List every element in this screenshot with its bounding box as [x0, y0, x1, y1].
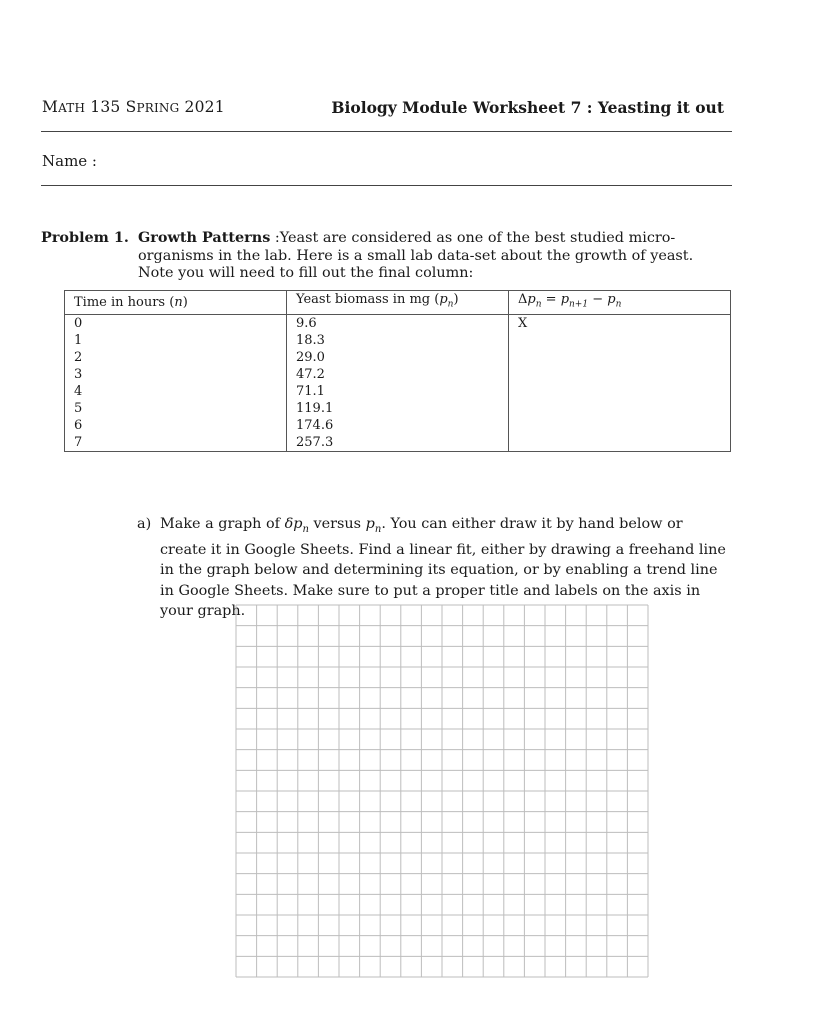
table-row: [65, 400, 731, 417]
cell-delta[interactable]: [509, 383, 731, 400]
cell-time: 6: [65, 417, 287, 434]
table-header-row: [65, 291, 731, 315]
cell-time: 4: [65, 383, 287, 400]
table-row: [65, 314, 731, 332]
course-initial: M: [42, 98, 59, 116]
cell-biomass: 71.1: [287, 383, 509, 400]
cell-time: 0: [65, 314, 287, 332]
problem-text: :Yeast are considered as one of the best studied micro-organisms in the lab. Here is a small lab data-set about the growth of yeast. Note you will need to fill out the final column:: [138, 230, 694, 281]
name-rule[interactable]: [41, 185, 732, 186]
cell-delta[interactable]: [509, 332, 731, 349]
graph-grid[interactable]: [235, 604, 649, 978]
header-rule: [41, 131, 732, 132]
problem-1: [41, 229, 731, 283]
cell-time: 5: [65, 400, 287, 417]
cell-time: 7: [65, 434, 287, 452]
table-row: [65, 366, 731, 383]
table-row: [65, 349, 731, 366]
cell-biomass: 18.3: [287, 332, 509, 349]
cell-time: 2: [65, 349, 287, 366]
cell-delta[interactable]: [509, 417, 731, 434]
part-a-text: Make a graph of $\delta p_n$ versus $p_n$. You can either draw it by hand below or create it in Google Sheets. Find a linear fit, either by drawing a freehand line in the graph below and determining its equation, or by enabling a trend line in Google Sheets. Make sure to put a proper title and labels on the axis in your graph.: [160, 516, 726, 620]
term-initial: S: [125, 98, 137, 116]
name-label: Name :: [42, 152, 97, 170]
problem-body: [138, 229, 731, 283]
worksheet-title: Biology Module Worksheet 7 : Yeasting it out: [331, 98, 724, 117]
table-row: [65, 332, 731, 349]
table-row: [65, 434, 731, 452]
term-year: 2021: [179, 98, 225, 116]
graph-paper[interactable]: [235, 604, 649, 982]
cell-biomass: 257.3: [287, 434, 509, 452]
cell-delta[interactable]: [509, 366, 731, 383]
header-biomass: Yeast biomass in mg $(p_n)$: [287, 291, 509, 315]
part-a-label: a): [137, 516, 152, 532]
cell-biomass: 47.2: [287, 366, 509, 383]
cell-biomass: 119.1: [287, 400, 509, 417]
yeast-data-table: [64, 290, 731, 452]
cell-delta[interactable]: [509, 434, 731, 452]
cell-time: 1: [65, 332, 287, 349]
cell-time: 3: [65, 366, 287, 383]
table-row: [65, 383, 731, 400]
table-row: [65, 417, 731, 434]
header-delta: $\Delta p_n = p_{n+1} - p_n$: [509, 291, 731, 315]
cell-delta[interactable]: [509, 400, 731, 417]
header-time: Time in hours (n): [65, 291, 287, 315]
course-word: ATH: [58, 101, 86, 115]
cell-biomass: 29.0: [287, 349, 509, 366]
course-number: 135: [85, 98, 126, 116]
problem-number: Problem 1.: [41, 229, 129, 246]
cell-delta[interactable]: [509, 349, 731, 366]
course-term: [42, 98, 225, 116]
problem-title: Growth Patterns: [138, 229, 271, 246]
cell-biomass: 174.6: [287, 417, 509, 434]
term-word: PRING: [136, 101, 180, 115]
cell-biomass: 9.6: [287, 314, 509, 332]
cell-delta[interactable]: X: [509, 314, 731, 332]
